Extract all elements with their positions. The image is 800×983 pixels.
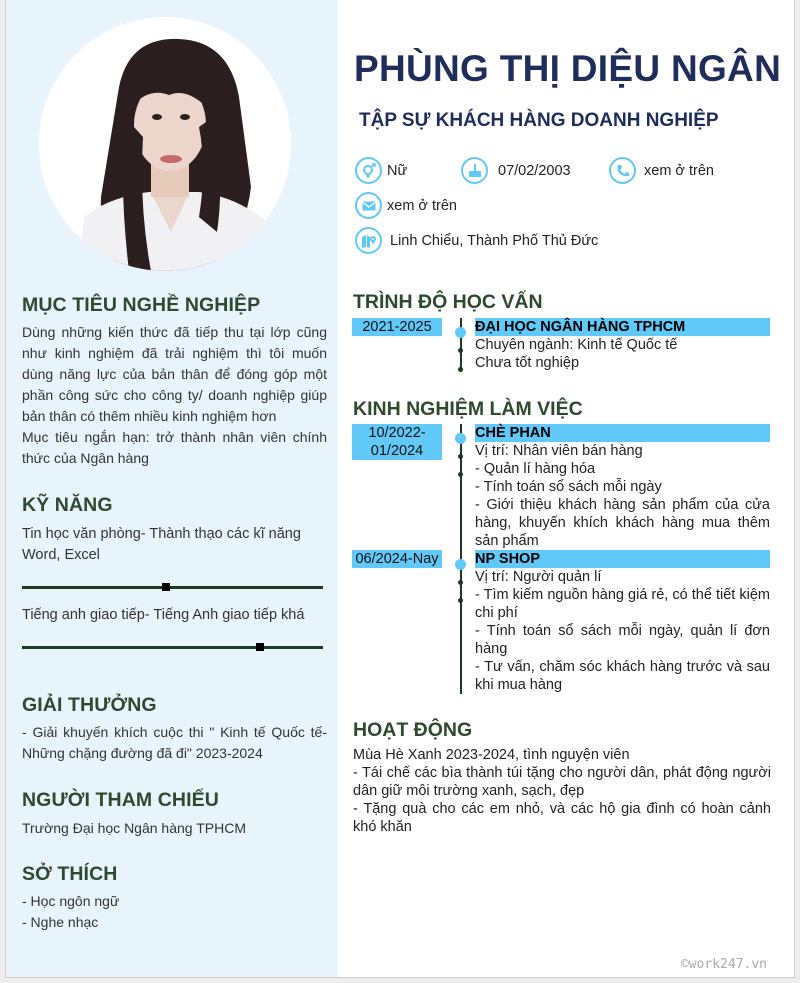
email-icon: [355, 192, 382, 219]
experience-line: - Giới thiệu khách hàng sản phẩm của cửa hàng, khuyến khích khách hàng mua thêm sản phẩm: [475, 497, 770, 549]
experience-line: - Tính toán sổ sách mỗi ngày: [475, 479, 662, 495]
skills-section: [22, 494, 327, 649]
timeline-dot: [455, 433, 466, 444]
objective-title: MỤC TIÊU NGHỀ NGHIỆP: [22, 294, 261, 316]
contact-email: [355, 192, 457, 219]
contact-birthday: [461, 157, 571, 184]
hobbies-title: SỞ THÍCH: [22, 863, 118, 885]
skill-bar-office: [22, 586, 323, 589]
address-value: Linh Chiểu, Thành Phố Thủ Đức: [390, 232, 599, 249]
activity-line: - Tái chế các bìa thành túi tặng cho người dân, phát động người dân giữ môi trường xanh, sạch, đẹp: [353, 765, 771, 799]
phone-value: xem ở trên: [644, 162, 714, 179]
experience-line: - Tính toán sổ sách mỗi ngày, quản lí đơn hàng: [475, 623, 770, 657]
profile-photo: [39, 17, 291, 271]
job-title: TẬP SỰ KHÁCH HÀNG DOANH NGHIỆP: [359, 110, 719, 131]
timeline-dot: [455, 327, 466, 338]
candidate-name: PHÙNG THỊ DIỆU NGÂN: [354, 48, 782, 89]
experience-date: 10/2022-01/2024: [352, 424, 442, 460]
hobby-item: - Học ngôn ngữ: [22, 893, 120, 909]
gender-value: Nữ: [387, 162, 408, 179]
skill-label-office: Tin học văn phòng- Thành thạo các kĩ năng Word, Excel: [22, 526, 301, 563]
activity-line: Mùa Hè Xanh 2023-2024, tình nguyện viên: [353, 747, 630, 763]
hobby-item: - Nghe nhạc: [22, 914, 99, 930]
sidebar: [6, 0, 338, 977]
hobbies-section: [22, 863, 327, 933]
experience-line: Vị trí: Nhân viên bán hàng: [475, 443, 643, 459]
experience-line: - Quản lí hàng hóa: [475, 461, 596, 477]
experience-line: - Tìm kiếm nguồn hàng giá rẻ, có thể tiết kiệm chi phí: [475, 587, 770, 621]
skill-bar-english: [22, 646, 323, 649]
birthday-value: 07/02/2003: [498, 162, 571, 179]
objective-section: [22, 294, 327, 469]
experience-title: KINH NGHIỆM LÀM VIỆC: [353, 398, 583, 420]
activities-text: [353, 746, 771, 836]
email-value: xem ở trên: [387, 197, 457, 214]
phone-icon: [609, 157, 636, 184]
portrait-illustration: [39, 17, 291, 271]
education-status: Chưa tốt nghiệp: [475, 355, 580, 371]
objective-text-1: Dùng những kiến thức đã tiếp thu tại lớp cũng như kinh nghiệm đã trải nghiệm thì tôi muốn dùng năng lực của bản thân để đóng góp một phần công sức cho công ty/ doanh nghiệp giúp bản thân có thêm nhiều kinh nghiệm hơn: [22, 324, 327, 424]
education-major: Chuyên ngành: Kinh tế Quốc tế: [475, 337, 678, 353]
skill-level-marker: [256, 643, 264, 651]
map-location-icon: [355, 227, 382, 254]
references-text: Trường Đại học Ngân hàng TPHCM: [22, 820, 246, 836]
awards-title: GIẢI THƯỞNG: [22, 694, 157, 716]
awards-text: - Giải khuyến khích cuộc thi " Kinh tế Quốc tế- Những chặng đường đã đi" 2023-2024: [22, 724, 327, 761]
experience-company: CHÈ PHAN: [475, 424, 770, 442]
experience-line: - Tư vấn, chăm sóc khách hàng trước và sau khi mua hàng: [475, 659, 770, 693]
timeline-dot-small: [458, 367, 463, 372]
timeline-dot-small: [458, 472, 463, 477]
skill-level-marker: [162, 583, 170, 591]
references-title: NGƯỜI THAM CHIẾU: [22, 789, 219, 811]
activities-title: HOẠT ĐỘNG: [353, 719, 473, 741]
birthday-cake-icon: [461, 157, 488, 184]
timeline-dot: [455, 559, 466, 570]
education-school: ĐẠI HỌC NGÂN HÀNG TPHCM: [475, 318, 770, 336]
watermark: ©work247.vn: [680, 957, 767, 972]
cv-page: [5, 0, 795, 978]
experience-line: Vị trí: Người quản lí: [475, 569, 602, 585]
timeline-dot-small: [458, 454, 463, 459]
contact-phone: [609, 157, 714, 184]
timeline-dot-small: [458, 598, 463, 603]
gender-icon: [355, 157, 382, 184]
contact-address: [355, 227, 598, 254]
skill-label-english: Tiếng anh giao tiếp- Tiếng Anh giao tiếp khá: [22, 607, 305, 623]
timeline-dot-small: [458, 580, 463, 585]
references-section: [22, 789, 327, 839]
activity-line: - Tặng quà cho các em nhỏ, và các hộ gia đình có hoàn cảnh khó khăn: [353, 801, 771, 835]
experience-date: 06/2024-Nay: [352, 550, 442, 568]
contact-gender: [355, 157, 407, 184]
skills-title: KỸ NĂNG: [22, 494, 113, 516]
education-title: TRÌNH ĐỘ HỌC VẤN: [353, 291, 543, 313]
experience-company: NP SHOP: [475, 550, 770, 568]
education-date: 2021-2025: [352, 318, 442, 336]
timeline-dot-small: [458, 348, 463, 353]
objective-text-2: Mục tiêu ngắn hạn: trở thành nhân viên chính thức của Ngân hàng: [22, 429, 327, 466]
awards-section: [22, 694, 327, 764]
